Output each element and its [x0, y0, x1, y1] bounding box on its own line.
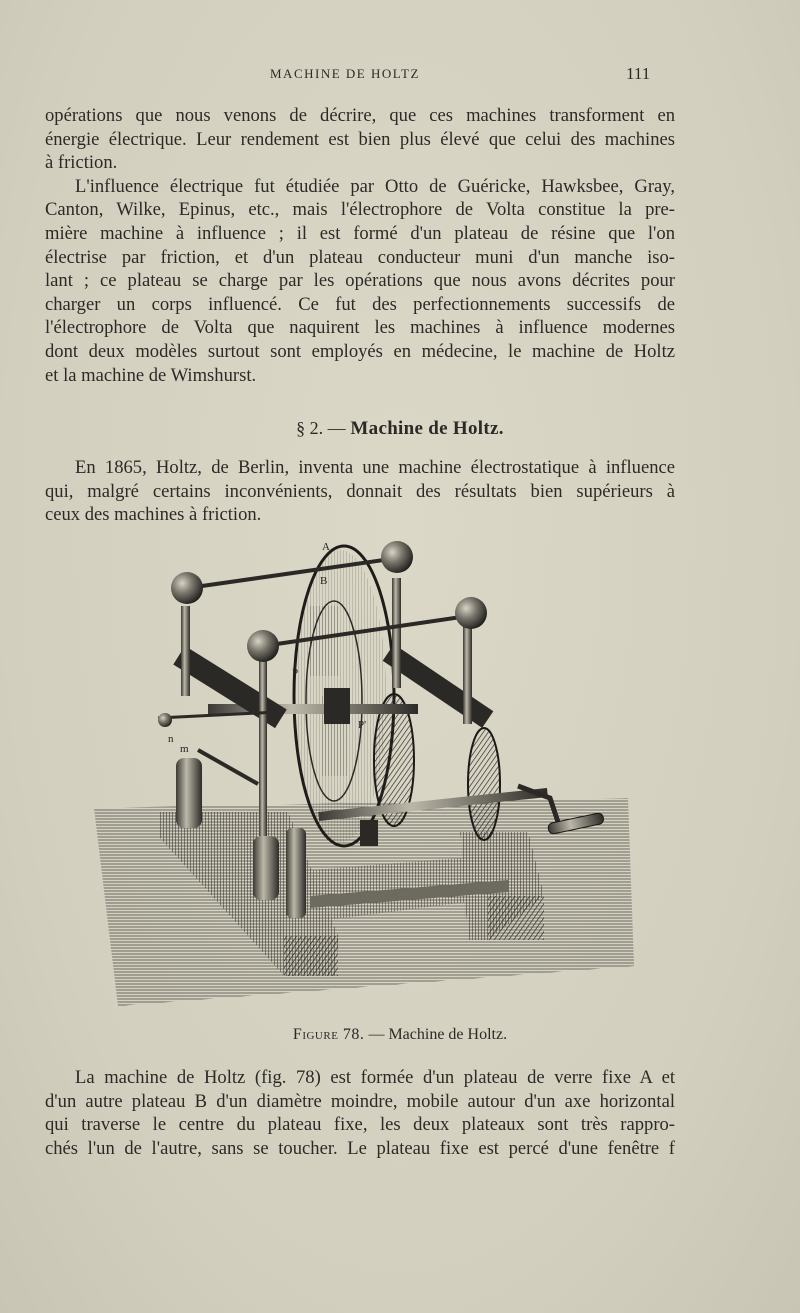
text-line: opérations que nous venons de décrire, que ces machines transforment en	[45, 105, 675, 126]
text-line: et la machine de Wimshurst.	[45, 364, 257, 386]
text-line: Canton, Wilke, Epinus, etc., mais l'électrophore de Volta constitue la pre-	[45, 199, 675, 221]
label-m: m	[180, 743, 189, 755]
text-line: l'électrophore de Volta que naquirent les machines à influence modernes	[45, 317, 675, 339]
section-number: § 2. —	[296, 418, 346, 438]
figure-caption-label: Figure 78.	[292, 1026, 365, 1043]
text-line: L'influence électrique fut étudiée par Otto de Guéricke, Hawksbee, Gray,	[75, 175, 675, 197]
label-p-prime: P'	[358, 719, 367, 731]
label-n: n	[168, 733, 174, 745]
text-line: En 1865, Holtz, de Berlin, inventa une machine électrostatique à influence	[75, 457, 675, 478]
paragraph-4	[45, 1066, 675, 1160]
figure-caption	[0, 1026, 800, 1044]
text-line: électrise par friction, et d'un plateau conducteur muni d'un manche iso-	[45, 246, 675, 268]
paragraph-3	[45, 456, 675, 527]
page-number: 111	[626, 64, 651, 83]
text-line: chés l'un de l'autre, sans se toucher. Le plateau fixe est percé d'une fenêtre f	[45, 1137, 675, 1159]
text-line: qui traverse le centre du plateau fixe, les deux plateaux sont très rappro-	[45, 1114, 675, 1136]
text-line: qui, malgré certains inconvénients, donnait des résultats bien supérieurs à	[45, 480, 675, 502]
text-line: lant ; ce plateau se charge par les opérations que nous avons décrites pour	[45, 270, 675, 292]
text-line: La machine de Holtz (fig. 78) est formée d'un plateau de verre fixe A et	[75, 1067, 675, 1088]
label-a: A	[322, 541, 330, 553]
running-title: MACHINE DE HOLTZ	[270, 66, 420, 81]
text-line: dont deux modèles surtout sont employés en médecine, le machine de Holtz	[45, 340, 675, 362]
label-b: B	[320, 575, 328, 587]
holtz-machine-engraving	[88, 536, 636, 1012]
text-line: d'un autre plateau B d'un diamètre moindre, mobile autour d'un axe horizontal	[45, 1090, 675, 1112]
paragraph-1-2	[45, 104, 675, 387]
figure-caption-text: — Machine de Holtz.	[364, 1026, 508, 1043]
label-p: P	[292, 667, 299, 679]
text-line: énergie électrique. Leur rendement est bien plus élevé que celui des machines	[45, 128, 675, 150]
text-line: à friction.	[45, 152, 118, 174]
section-title: Machine de Holtz.	[350, 418, 504, 439]
running-head	[0, 64, 800, 88]
section-heading	[0, 418, 800, 440]
text-line: mière machine à influence ; il est formé d'un plateau de résine que l'on	[45, 222, 675, 244]
text-line: ceux des machines à friction.	[45, 504, 262, 526]
text-line: charger un corps influencé. Ce fut des perfectionnements successifs de	[45, 293, 675, 315]
